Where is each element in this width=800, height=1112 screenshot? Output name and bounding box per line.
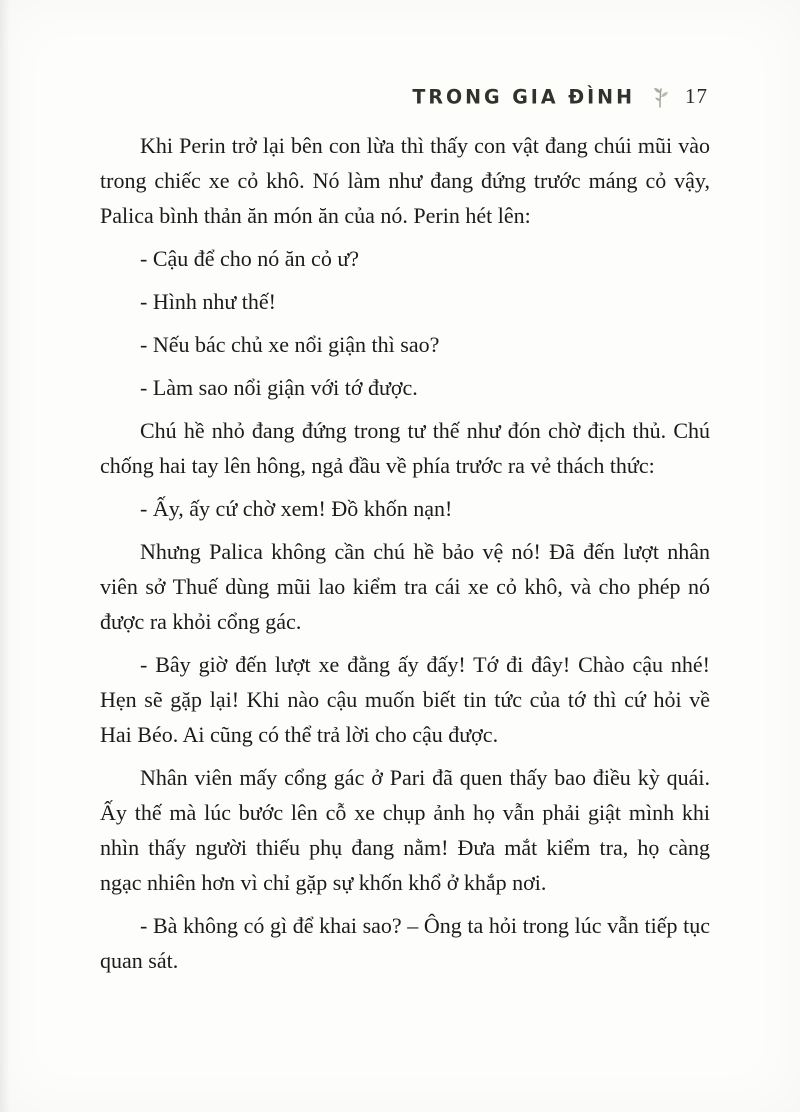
paragraph-dialogue: - Ấy, ấy cứ chờ xem! Đồ khốn nạn! xyxy=(140,496,453,521)
paragraph-dialogue: - Làm sao nổi giận với tớ được. xyxy=(140,375,418,400)
paragraph: Nhưng Palica không cần chú hề bảo vệ nó! Đã đến lượt nhân viên sở Thuế dùng mũi lao kiểm tra cái xe cỏ khô, và cho phép nó được ra khỏi cổng gác. xyxy=(100,539,710,634)
paragraph-dialogue: - Bà không có gì để khai sao? – Ông ta hỏi trong lúc vẫn tiếp tục quan sát. xyxy=(100,913,710,973)
page-number: 17 xyxy=(685,84,708,108)
paragraph: Nhân viên mấy cổng gác ở Pari đã quen thấy bao điều kỳ quái. Ấy thế mà lúc bước lên cỗ xe chụp ảnh họ vẫn phải giật mình khi nhìn thấy người thiếu phụ đang nằm! Đưa mắt kiểm tra, họ càng ngạc nhiên hơn vì chỉ gặp sự khốn khổ ở khắp nơi. xyxy=(100,765,710,895)
paragraph: Khi Perin trở lại bên con lừa thì thấy con vật đang chúi mũi vào trong chiếc xe cỏ khô. Nó làm như đang đứng trước máng cỏ vậy, Palica bình thản ăn món ăn của nó. Perin hét lên: xyxy=(100,133,710,228)
paragraph-dialogue: - Bây giờ đến lượt xe đằng ấy đấy! Tớ đi đây! Chào cậu nhé! Hẹn sẽ gặp lại! Khi nào cậu muốn biết tin tức của tớ thì cứ hỏi về Hai Béo. Ai cũng có thể trả lời cho cậu được. xyxy=(100,652,710,747)
page-body xyxy=(100,128,710,986)
paragraph-dialogue: - Hình như thế! xyxy=(140,289,276,314)
paragraph: Chú hề nhỏ đang đứng trong tư thế như đón chờ địch thủ. Chú chống hai tay lên hông, ngả đầu về phía trước ra vẻ thách thức: xyxy=(100,418,710,478)
running-title: TRONG GIA ĐÌNH xyxy=(412,84,635,109)
paragraph-dialogue: - Cậu để cho nó ăn cỏ ư? xyxy=(140,246,360,271)
page-header xyxy=(100,84,708,109)
leaf-ornament-icon xyxy=(649,85,671,109)
paragraph-dialogue: - Nếu bác chủ xe nổi giận thì sao? xyxy=(140,332,440,357)
